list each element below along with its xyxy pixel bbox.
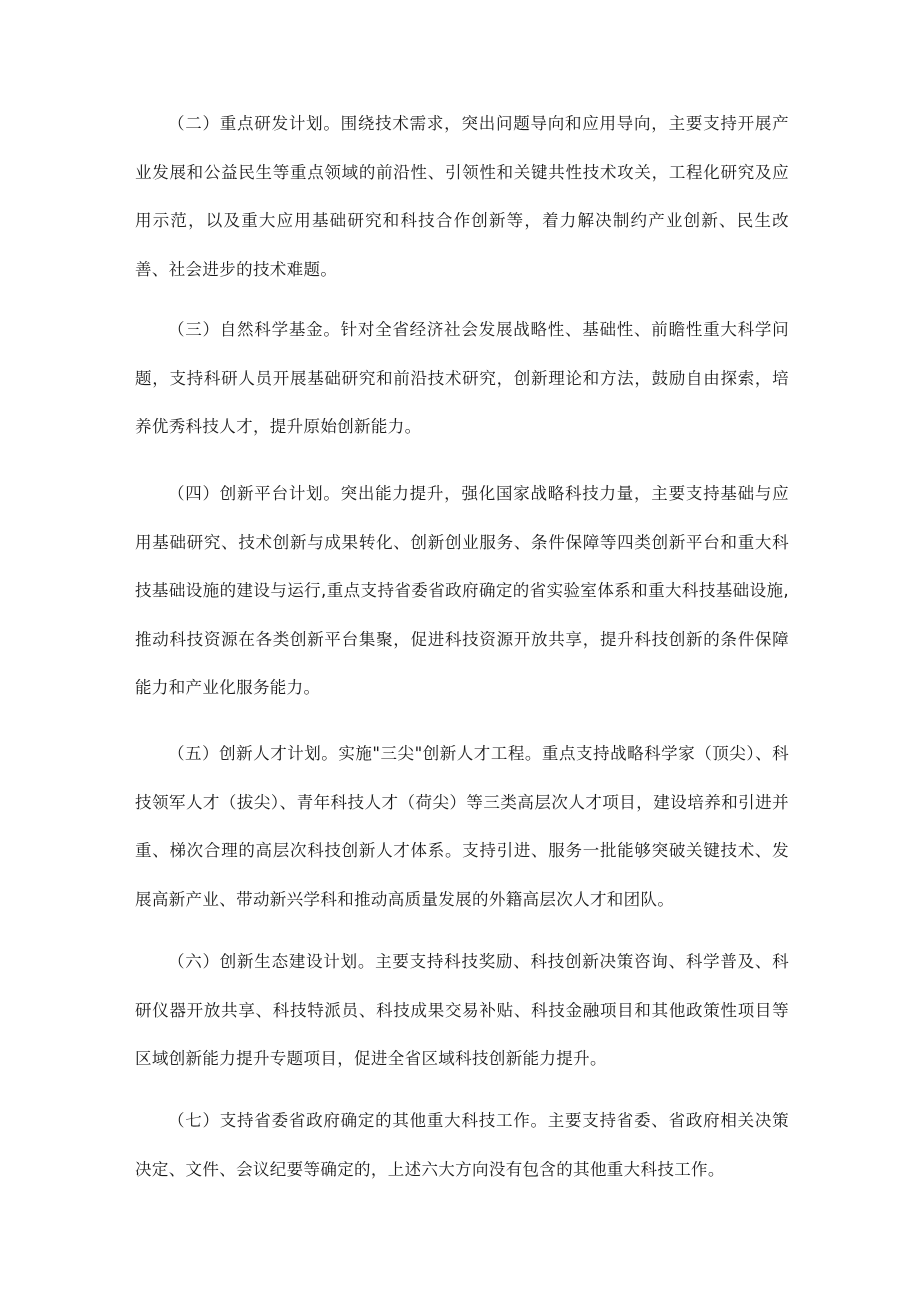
paragraph-innovation-ecosystem-plan: （六）创新生态建设计划。主要支持科技奖励、科技创新决策咨询、科学普及、科研仪器开放共享、科技特派员、科技成果交易补贴、科技金融项目和其他政策性项目等区域创新能力提升专题项目，促进全省区域科技创新能力提升。 [135,952,789,1069]
paragraph-innovation-platform-plan: （四）创新平台计划。突出能力提升，强化国家战略科技力量，主要支持基础与应用基础研究、技术创新与成果转化、创新创业服务、条件保障等四类创新平台和重大科技基础设施的建设与运行,重点支持省委省政府确定的省实验室体系和重大科技基础设施,推动科技资源在各类创新平台集聚，促进科技资源开放共享，提升科技创新的条件保障能力和产业化服务能力。 [135,484,789,698]
paragraph-key-rd-plan: （二）重点研发计划。围绕技术需求，突出问题导向和应用导向，主要支持开展产业发展和公益民生等重点领域的前沿性、引领性和关键共性技术攻关，工程化研究及应用示范，以及重大应用基础研究和科技合作创新等，着力解决制约产业创新、民生改善、社会进步的技术难题。 [135,114,789,279]
paragraph-other-major-work: （七）支持省委省政府确定的其他重大科技工作。主要支持省委、省政府相关决策决定、文件、会议纪要等确定的，上述六大方向没有包含的其他重大科技工作。 [135,1111,789,1179]
paragraph-natural-science-fund: （三）自然科学基金。针对全省经济社会发展战略性、基础性、前瞻性重大科学问题，支持科研人员开展基础研究和前沿技术研究，创新理论和方法，鼓励自由探索，培养优秀科技人才，提升原始创新能力。 [135,320,789,437]
paragraph-innovation-talent-plan: （五）创新人才计划。实施"三尖"创新人才工程。重点支持战略科学家（顶尖）、科技领军人才（拔尖）、青年科技人才（荷尖）等三类高层次人才项目，建设培养和引进并重、梯次合理的高层次科技创新人才体系。支持引进、服务一批能够突破关键技术、发展高新产业、带动新兴学科和推动高质量发展的外籍高层次人才和团队。 [135,744,789,909]
